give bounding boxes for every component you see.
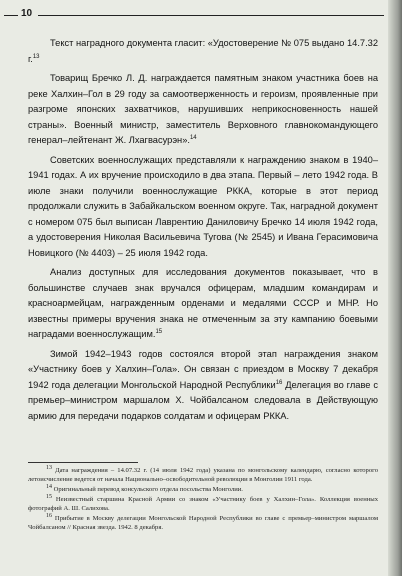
footnotes	[28, 466, 378, 532]
footnote-text: Неизвестный старшина Красной Армии со знаком «Участнику боев у Халхин–Гола». Коллекция военных фотографий А. Ш. Салихова.	[28, 495, 378, 512]
paragraph	[28, 36, 378, 67]
footnote-number: 15	[46, 493, 52, 500]
paragraph	[28, 153, 378, 262]
paragraph	[28, 265, 378, 343]
footnote-ref: 16	[275, 379, 283, 386]
footnote-number: 16	[46, 512, 52, 519]
main-text	[28, 36, 378, 428]
paragraph-text: Анализ доступных для исследования документов показывает, что в большинстве случаев знак вручался офицерам, младшим командирам и красноармейцам, награжденным орденами и медалями СССР и МНР. Но известны примеры вручения знака не отмеченным за эту кампанию боевыми наградами военнослужащим.	[28, 267, 378, 339]
footnote	[28, 495, 378, 513]
header-rule-right	[38, 15, 384, 16]
paragraph-text: Советских военнослужащих представляли к награждению знаком в 1940–1941 годах. А их вручение происходило в два этапа. Первый – лето 1942 года. В июле знаки получили военнослужащие РККА, которые в этот период продолжали служить в Забайкальском военном округе. Так, наградной документ с номером 075 был выписан Лаврентию Даниловичу Бречко 14 июля 1942 года, а удостоверения Николая Васильевича Тугова (№ 2545) и Ивана Герасимовича Новицкого (№ 4403) – 25 июля 1942 года.	[28, 154, 378, 258]
footnote-ref: 13	[32, 53, 40, 60]
page-edge-shadow	[388, 0, 402, 576]
paragraph-text: Текст наградного документа гласит: «Удостоверение № 075 выдано 14.7.32 г.	[28, 38, 378, 64]
page-number: 10	[21, 8, 33, 19]
footnote-separator	[28, 462, 138, 463]
paragraph-tail: Делегация во главе с премьер–министром маршалом Х. Чойбалсаном следовала в Действующую армию для передачи подарков солдатам и офицерам РККА.	[28, 379, 379, 421]
footnote-number: 14	[46, 483, 52, 490]
header-rule-left	[4, 15, 18, 16]
footnote-number: 13	[46, 464, 52, 471]
paragraph-text: Товарищ Бречко Л. Д. награждается памятным знаком участника боев на реке Халхин–Гол в 29 году за самоотверженность и героизм, проявленные при разгроме японских захватчиков, нарушивших неприкосновенность нашей страны». Военный министр, заместитель Верховного главнокомандующего генерал–лейтенант Ж. Лхагвасурэн».	[28, 73, 378, 145]
footnote	[28, 466, 378, 484]
footnote-ref: 15	[155, 328, 163, 335]
paragraph	[28, 71, 378, 149]
footnote-ref: 14	[189, 134, 197, 141]
footnote-text: Дата награждения – 14.07.32 г. (14 июля 1942 года) указана по монгольскому календарю, согласно которого летоисчисление ведется от начала Национально–освободительной революции в Монголии 1911 года.	[28, 467, 378, 484]
footnote	[28, 514, 378, 532]
footnote	[28, 485, 378, 494]
footnote-text: Оригинальный перевод консульского отдела посольства Монголии.	[52, 485, 243, 493]
footnote-text: Прибытие в Москву делегации Монгольской Народной Республики во главе с премьер–министром маршалом Чойбалсаном // Красная звезда. 1942. 8 декабря.	[28, 514, 378, 531]
paragraph	[28, 347, 378, 425]
paragraph-text: Зимой 1942–1943 годов состоялся второй этап награждения знаком «Участнику боев у Халхин–Гола». Он связан с приездом в Москву 7 декабря 1942 года делегации Монгольской Народной Республики	[28, 348, 378, 390]
